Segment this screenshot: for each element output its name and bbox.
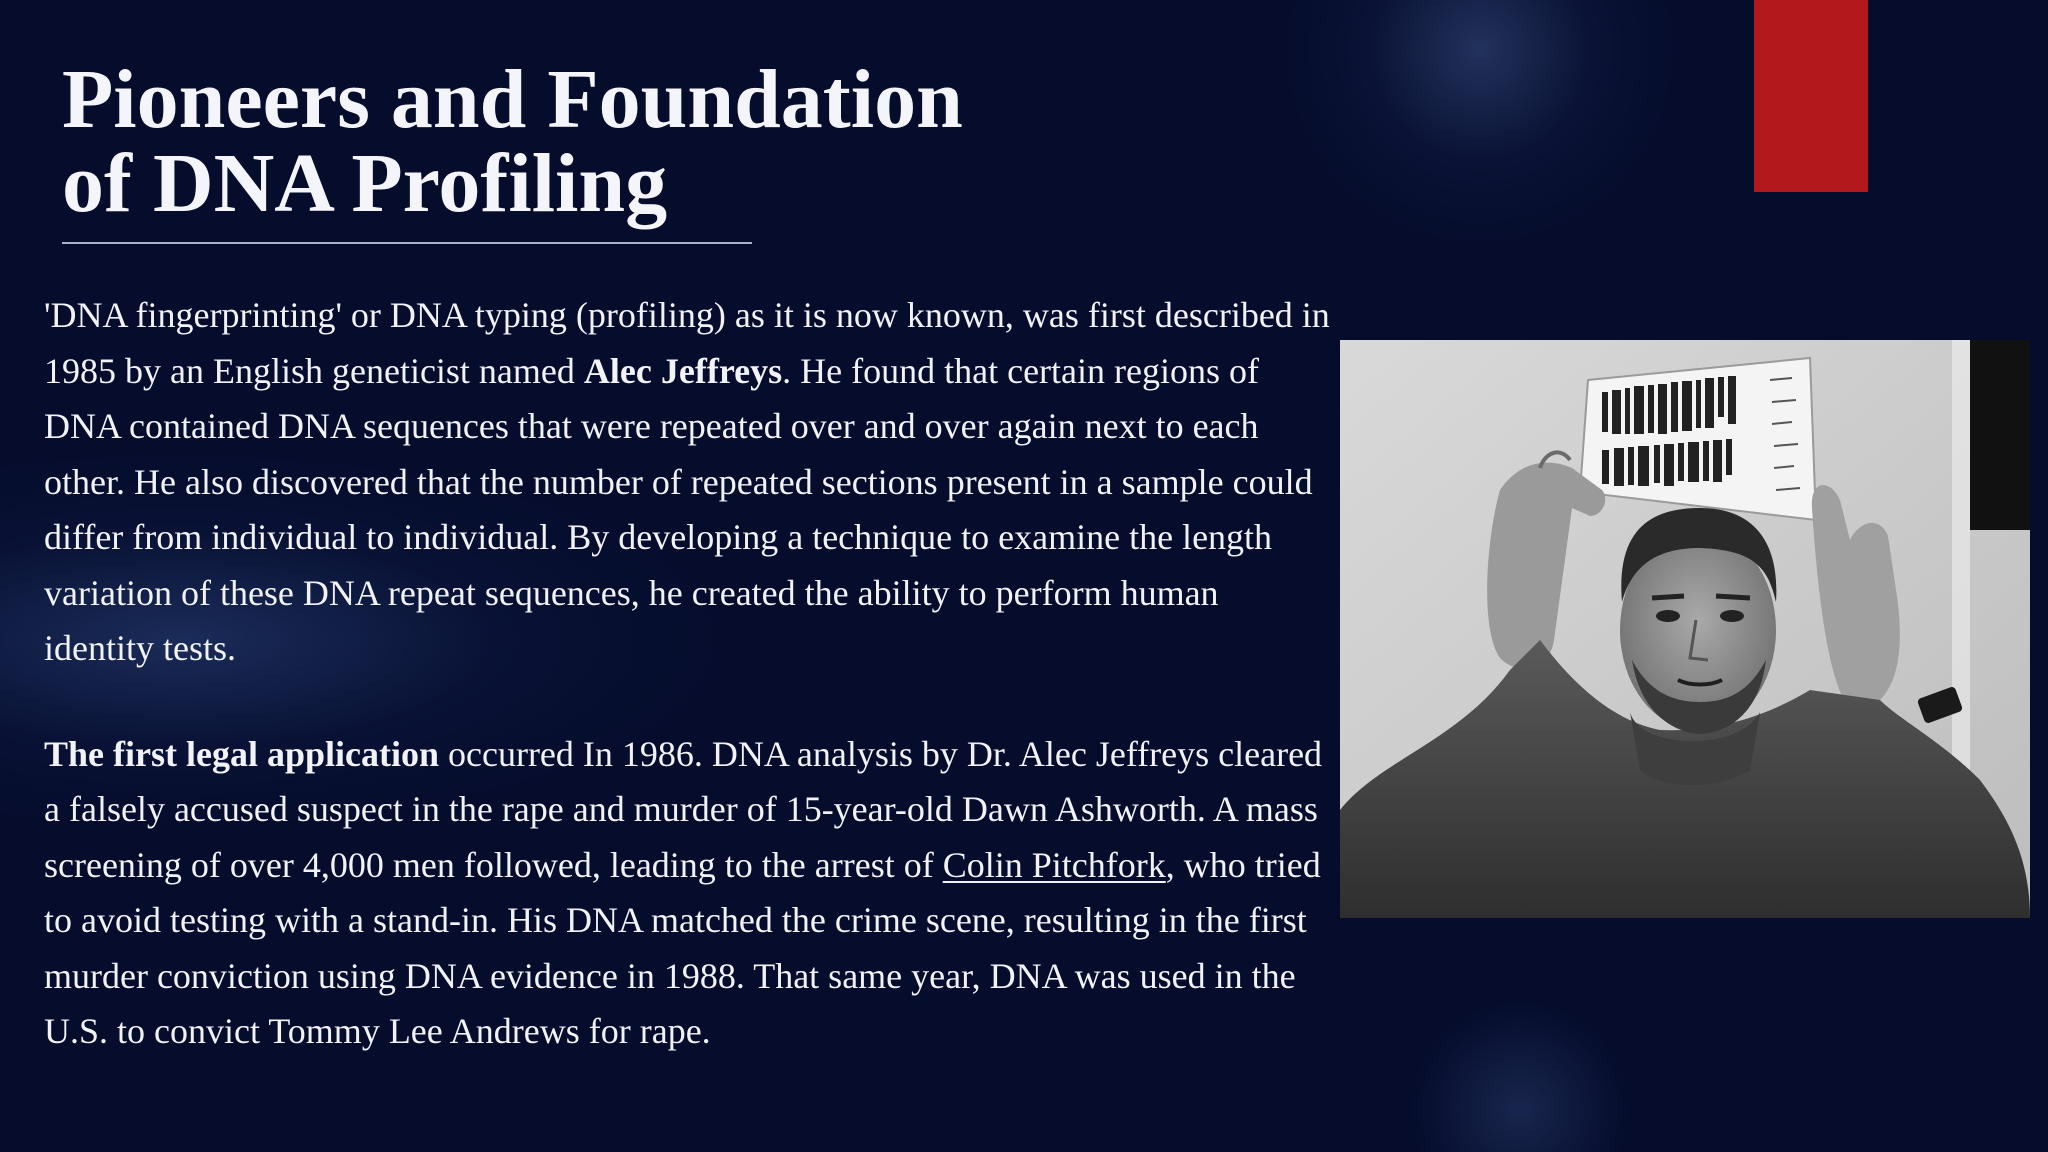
paragraph-2-text-a: occurred In 1986. DNA analysis by Dr. Alec Jeffreys cleared a falsely accused suspect in the rape and murder of 15-year-old Dawn Ashworth. A mass screening of over 4,000 men followed, leading to the arrest of <box>44 733 1323 885</box>
red-accent-bar <box>1754 0 1868 192</box>
autoradiograph-film <box>1580 358 1816 520</box>
paragraph-first-legal-application <box>44 727 1334 1060</box>
slide-title <box>62 53 963 230</box>
title-underline-divider <box>62 242 752 244</box>
colin-pitchfork-link[interactable]: Colin Pitchfork <box>942 844 1166 885</box>
paragraph-2-text-b: , who tried to avoid testing with a stand-in. His DNA matched the crime scene, resulting in the first murder conviction using DNA evidence in 1988. That same year, DNA was used in the U.S. to convict Tommy Lee Andrews for rape. <box>44 844 1321 1051</box>
paragraph-1-text-b: . He found that certain regions of DNA contained DNA sequences that were repeated over and over again next to each other. He also discovered that the number of repeated sections present in a sample could differ from individual to individual. By developing a technique to examine the length variation of these DNA repeat sequences, he created the ability to perform human identity tests. <box>44 350 1313 668</box>
paragraph-jeffreys-discovery <box>44 288 1334 677</box>
slide-title-line-2: of DNA Profiling <box>62 137 668 230</box>
photo-illustration <box>1340 340 2030 918</box>
jeffreys-dna-fingerprint-photo <box>1340 340 2030 918</box>
first-legal-application-label: The first legal application <box>44 733 439 774</box>
slide-title-line-1: Pioneers and Foundation <box>62 53 963 146</box>
body-text <box>44 288 1334 1060</box>
paragraph-1-text-a: 'DNA fingerprinting' or DNA typing (profiling) as it is now known, was first described in 1985 by an English geneticist named <box>44 295 1330 391</box>
alec-jeffreys-name: Alec Jeffreys <box>583 350 783 391</box>
